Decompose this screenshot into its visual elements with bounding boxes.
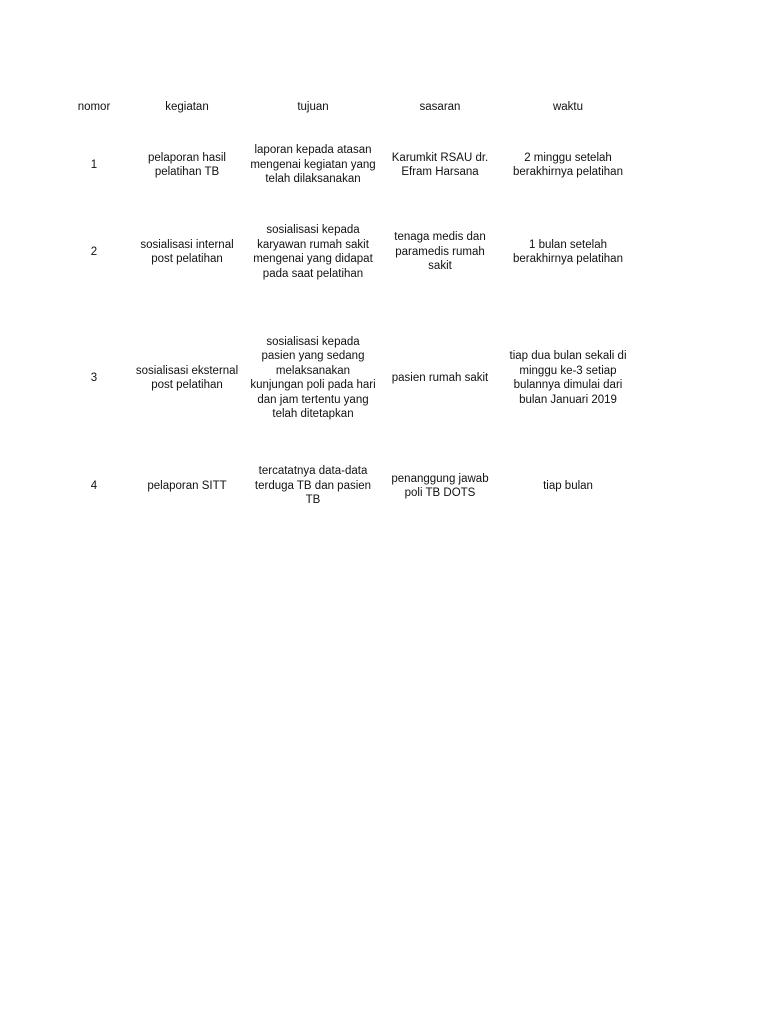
cell-kegiatan: pelaporan hasil pelatihan TB — [147, 151, 226, 178]
cell-nomor: 3 — [90, 371, 98, 384]
cell-tujuan: sosialisasi kepada karyawan rumah sakit mengenai yang didapat pada saat pelatihan — [253, 224, 373, 280]
cell-kegiatan: sosialisasi eksternal post pelatihan — [135, 364, 239, 391]
cell-nomor: 4 — [90, 479, 98, 492]
cell-tujuan: tercatatnya data-data terduga TB dan pasien TB — [254, 465, 372, 507]
table-row — [0, 133, 768, 197]
cell-sasaran: penanggung jawab poli TB DOTS — [391, 472, 489, 499]
header-kegiatan: kegiatan — [165, 100, 209, 113]
cell-tujuan: laporan kepada atasan mengenai kegiatan yang telah dilaksanakan — [250, 144, 376, 186]
table-header-row — [0, 93, 768, 121]
cell-sasaran: pasien rumah sakit — [391, 371, 489, 384]
cell-waktu: tiap bulan — [543, 479, 593, 492]
cell-tujuan: sosialisasi kepada pasien yang sedang melaksanakan kunjungan poli pada hari dan jam tertentu yang telah ditetapkan — [250, 335, 376, 420]
header-tujuan: tujuan — [297, 100, 329, 113]
cell-waktu: 1 bulan setelah berakhirnya pelatihan — [513, 238, 623, 265]
cell-waktu: tiap dua bulan sekali di minggu ke-3 setiap bulannya dimulai dari bulan Januari 2019 — [509, 350, 627, 406]
header-nomor: nomor — [77, 100, 111, 113]
header-sasaran: sasaran — [419, 100, 461, 113]
cell-kegiatan: pelaporan SITT — [147, 479, 227, 492]
cell-sasaran: Karumkit RSAU dr. Efram Harsana — [391, 151, 489, 178]
cell-nomor: 1 — [90, 158, 98, 171]
table-row — [0, 322, 768, 434]
cell-sasaran: tenaga medis dan paramedis rumah sakit — [394, 231, 486, 273]
cell-waktu: 2 minggu setelah berakhirnya pelatihan — [513, 151, 623, 178]
cell-nomor: 2 — [90, 245, 98, 258]
table-row — [0, 456, 768, 516]
cell-kegiatan: sosialisasi internal post pelatihan — [140, 238, 234, 265]
header-waktu: waktu — [552, 100, 584, 113]
table-row — [0, 210, 768, 294]
